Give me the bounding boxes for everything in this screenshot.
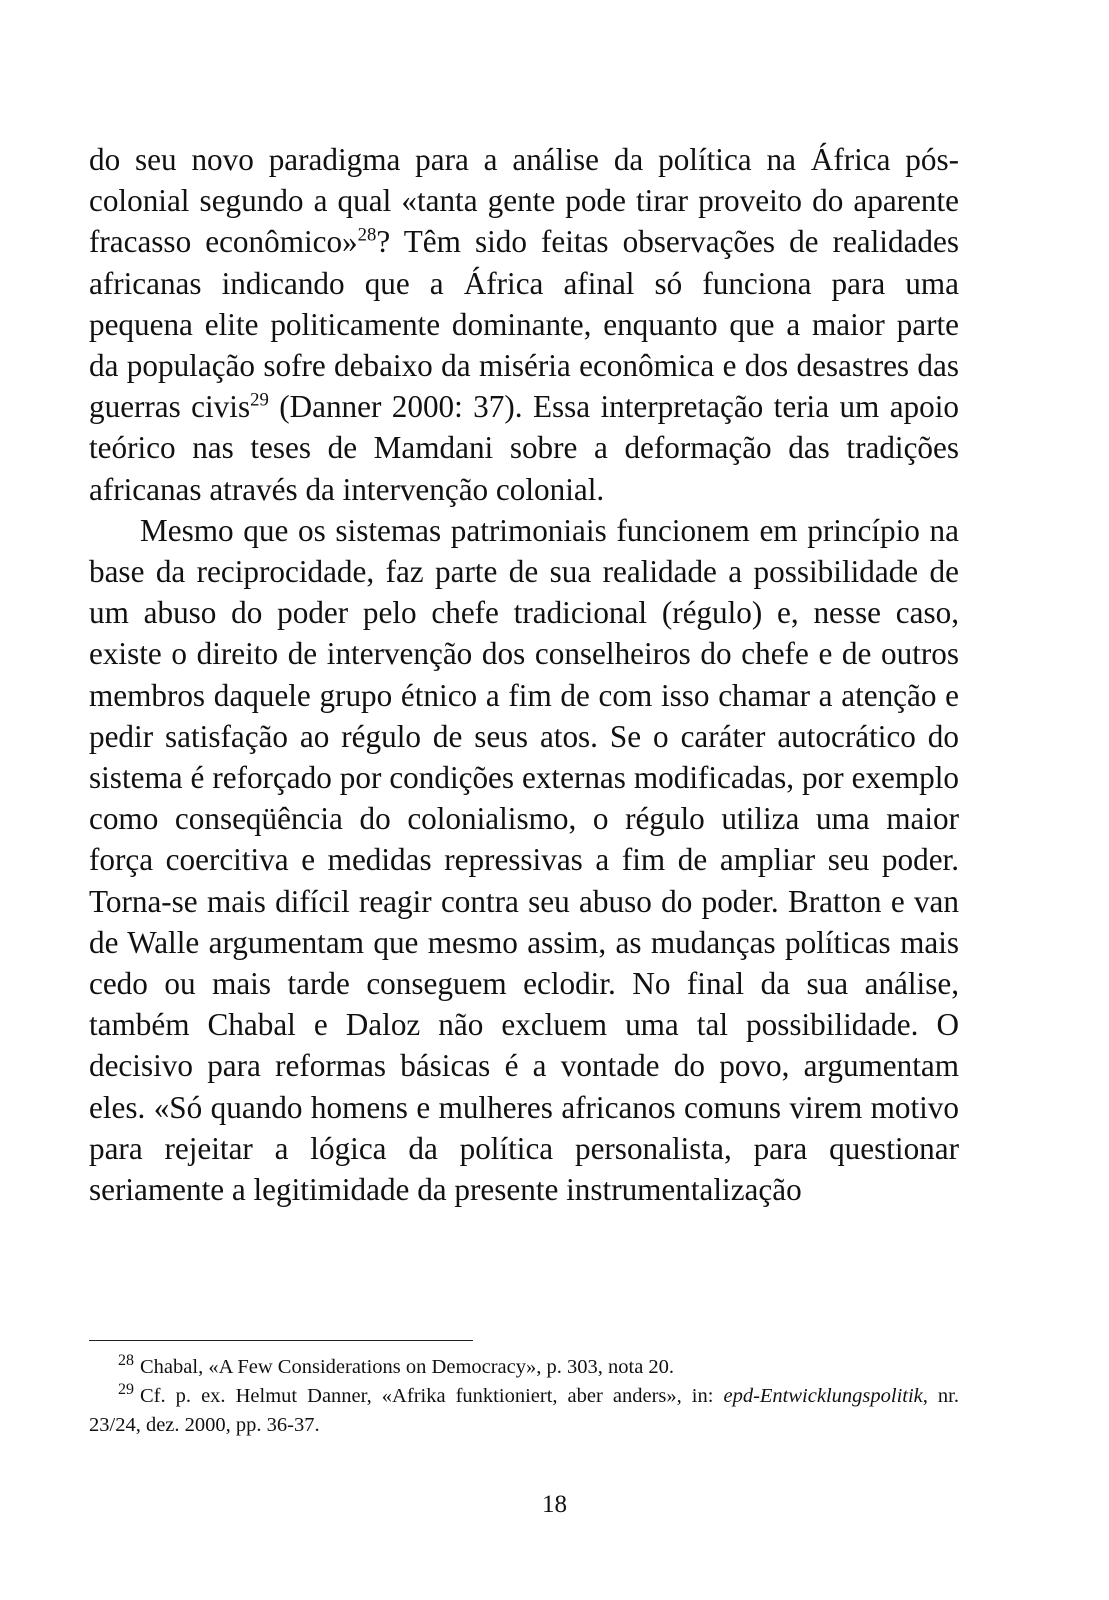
footnote-text: Cf. p. ex. Helmut Danner, «Afrika funktioniert, aber anders», in:	[140, 1385, 724, 1407]
footnote-ref-28[interactable]: 28	[357, 225, 377, 247]
footnote-text-end: , nr. 23/24, dez. 2000, pp. 36-37.	[89, 1385, 959, 1436]
footnote-ref-29[interactable]: 29	[250, 389, 269, 411]
body-text	[89, 139, 959, 1210]
paragraph-1-text-c: (Danner 2000: 37). Essa interpretação teria um apoio teórico nas teses de Mamdani sobre a deformação das tradições africanas através da intervenção colonial.	[89, 389, 959, 507]
paragraph-1-text-b: ? Têm sido feitas observações de realidades africanas indicando que a África afinal só funciona para uma pequena elite politicamente dominante, enquanto que a maior parte da população sofre debaixo da miséria econômica e dos desastres das guerras civis	[89, 224, 959, 425]
footnote-28	[89, 1353, 959, 1382]
page-body	[89, 139, 959, 1210]
footnotes	[89, 1353, 959, 1440]
paragraph-2: Mesmo que os sistemas patrimoniais funcionem em princípio na base da reciprocidade, faz parte de sua realidade a possibilidade de um abuso do poder pelo chefe tradicional (régulo) e, nesse caso, existe o direito de intervenção dos conselheiros do chefe e de outros membros daquele grupo étnico a fim de com isso chamar a atenção e pedir satisfação ao régulo de seus atos. Se o caráter autocrático do sistema é reforçado por condições externas modificadas, por exemplo como conseqüência do colonialismo, o régulo utiliza uma maior força coercitiva e medidas repressivas a fim de ampliar seu poder. Torna-se mais difícil reagir contra seu abuso do poder. Bratton e van de Walle argumentam que mesmo assim, as mudanças políticas mais cedo ou mais tarde conseguem eclodir. No final da sua análise, também Chabal e Daloz não excluem uma tal possibilidade. O decisivo para reformas básicas é a vontade do povo, argumentam eles. «Só quando homens e mulheres africanos comuns virem motivo para rejeitar a lógica da política personalista, para questionar seriamente a legitimidade da presente instrumentalização	[89, 512, 959, 1208]
footnote-text: Chabal, «A Few Considerations on Democracy», p. 303, nota 20.	[140, 1356, 675, 1378]
footnote-italic-title: epd-Entwicklungspolitik	[723, 1385, 923, 1407]
paragraph-1	[89, 139, 959, 510]
paragraph-1-text-a: do seu novo paradigma para a análise da política na África pós-colonial segundo a qual «tanta gente pode tirar proveito do aparente fracasso econômico»	[89, 142, 959, 260]
footnote-29	[89, 1382, 959, 1440]
page-number: 18	[542, 1491, 567, 1518]
footnote-number: 28	[118, 1352, 134, 1370]
footnote-divider	[89, 1340, 473, 1341]
footnote-number: 29	[118, 1381, 134, 1399]
